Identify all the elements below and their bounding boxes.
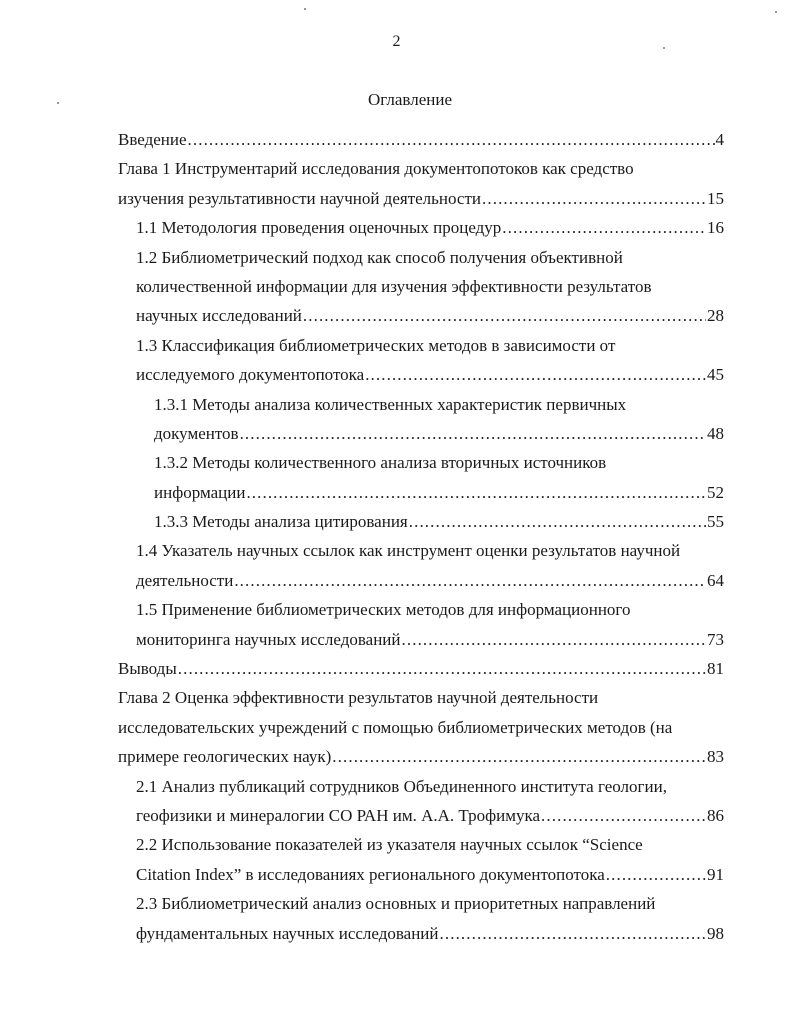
toc-entry-1-5[interactable]	[0, 595, 724, 654]
toc-page-number: 48	[707, 423, 724, 443]
toc-entry-title: 1.3.3 Методы анализа цитирования	[154, 512, 408, 532]
toc-entry-title: геофизики и минералогии СО РАН им. А.А. Трофимука	[136, 805, 541, 825]
toc-entry-title: 2.3 Библиометрический анализ основных и приоритетных направлений	[136, 894, 656, 914]
toc-entry-title: фундаментальных научных исследований	[136, 923, 439, 943]
scan-speck	[663, 47, 665, 49]
dot-leader	[178, 654, 706, 683]
dot-leader	[234, 566, 706, 595]
toc-page-number: 81	[707, 659, 724, 679]
toc-page-number: 15	[707, 188, 724, 208]
dot-leader	[409, 507, 706, 536]
toc-entry-introduction[interactable]	[0, 125, 724, 154]
toc-entry-title: научных исследований	[136, 306, 302, 326]
toc-entry-1-3-3[interactable]	[0, 507, 724, 536]
toc-page-number: 28	[707, 306, 724, 326]
toc-entry-title: 1.3.1 Методы анализа количественных характеристик первичных	[154, 394, 627, 414]
toc-entry-2-3[interactable]	[0, 889, 724, 948]
dot-leader	[440, 919, 706, 948]
toc-entry-title: исследуемого документопотока	[136, 365, 365, 385]
toc-entry-chapter-1[interactable]	[0, 154, 724, 213]
toc-page-number: 91	[707, 864, 724, 884]
scan-speck	[57, 102, 59, 104]
toc-page-number: 83	[707, 747, 724, 767]
toc-title: Оглавление	[368, 90, 452, 109]
toc-entry-title: Введение	[118, 130, 187, 149]
toc-entry-title: 1.4 Указатель научных ссылок как инструмент оценки результатов научной	[136, 541, 681, 561]
toc-page-number: 64	[707, 570, 724, 590]
toc-entry-title: 1.3.2 Методы количественного анализа вторичных источников	[154, 453, 607, 473]
dot-leader	[365, 360, 706, 389]
toc-entry-title: Глава 1 Инструментарий исследования документопотоков как средство	[118, 159, 634, 179]
toc-entry-title: документов	[154, 423, 239, 443]
toc-page-number: 16	[707, 218, 724, 238]
toc-entry-title: Citation Index” в исследованиях регионального документопотока	[136, 864, 605, 884]
toc-entry-1-3-1[interactable]	[0, 390, 724, 449]
toc-entry-title: исследовательских учреждений с помощью библиометрических методов (на	[118, 717, 673, 737]
toc-entry-title: мониторинга научных исследований	[136, 629, 401, 649]
toc-entry-title: Глава 2 Оценка эффективности результатов научной деятельности	[118, 688, 599, 708]
dot-leader	[332, 742, 706, 771]
toc-entry-1-2[interactable]	[0, 243, 724, 331]
toc-page-number: 86	[707, 805, 724, 825]
toc-page-number: 45	[707, 365, 724, 385]
scan-speck	[775, 11, 777, 13]
toc-entry-title: 1.2 Библиометрический подход как способ получения объективной	[136, 247, 623, 267]
toc-entry-title: деятельности	[136, 570, 234, 590]
dot-leader	[482, 184, 706, 213]
dot-leader	[303, 301, 706, 330]
dot-leader	[188, 125, 715, 154]
table-of-contents	[0, 125, 793, 948]
toc-entry-2-2[interactable]	[0, 830, 724, 889]
toc-page-number: 52	[707, 482, 724, 502]
toc-entry-1-3[interactable]	[0, 331, 724, 390]
toc-entry-1-1[interactable]	[0, 213, 724, 242]
toc-entry-title: Выводы	[118, 659, 177, 679]
toc-entry-title: 1.3 Классификация библиометрических методов в зависимости от	[136, 335, 616, 355]
toc-entry-title: 2.1 Анализ публикаций сотрудников Объединенного института геологии,	[136, 776, 667, 796]
toc-entry-1-3-2[interactable]	[0, 448, 724, 507]
toc-entry-conclusions[interactable]	[0, 654, 724, 683]
toc-entry-chapter-2[interactable]	[0, 683, 724, 771]
toc-entry-title: 1.1 Методология проведения оценочных процедур	[136, 218, 502, 238]
toc-entry-title: 2.2 Использование показателей из указателя научных ссылок “Science	[136, 835, 643, 855]
dot-leader	[541, 801, 706, 830]
toc-entry-title: информации	[154, 482, 246, 502]
toc-entry-title: количественной информации для изучения эффективности результатов	[136, 276, 652, 296]
dot-leader	[246, 478, 706, 507]
toc-entry-title: 1.5 Применение библиометрических методов для информационного	[136, 600, 631, 620]
page-number: 2	[392, 33, 401, 50]
toc-page-number: 73	[707, 629, 724, 649]
dot-leader	[606, 860, 706, 889]
scan-speck	[304, 8, 306, 10]
toc-entry-title: примере геологических наук)	[118, 747, 332, 767]
toc-entry-title: изучения результативности научной деятельности	[118, 188, 482, 208]
toc-page-number: 98	[707, 923, 724, 943]
dot-leader	[502, 213, 706, 242]
toc-entry-2-1[interactable]	[0, 772, 724, 831]
dot-leader	[402, 625, 706, 654]
toc-entry-1-4[interactable]	[0, 536, 724, 595]
toc-page-number: 55	[707, 512, 724, 532]
dot-leader	[240, 419, 706, 448]
toc-page-number: 4	[715, 130, 724, 149]
